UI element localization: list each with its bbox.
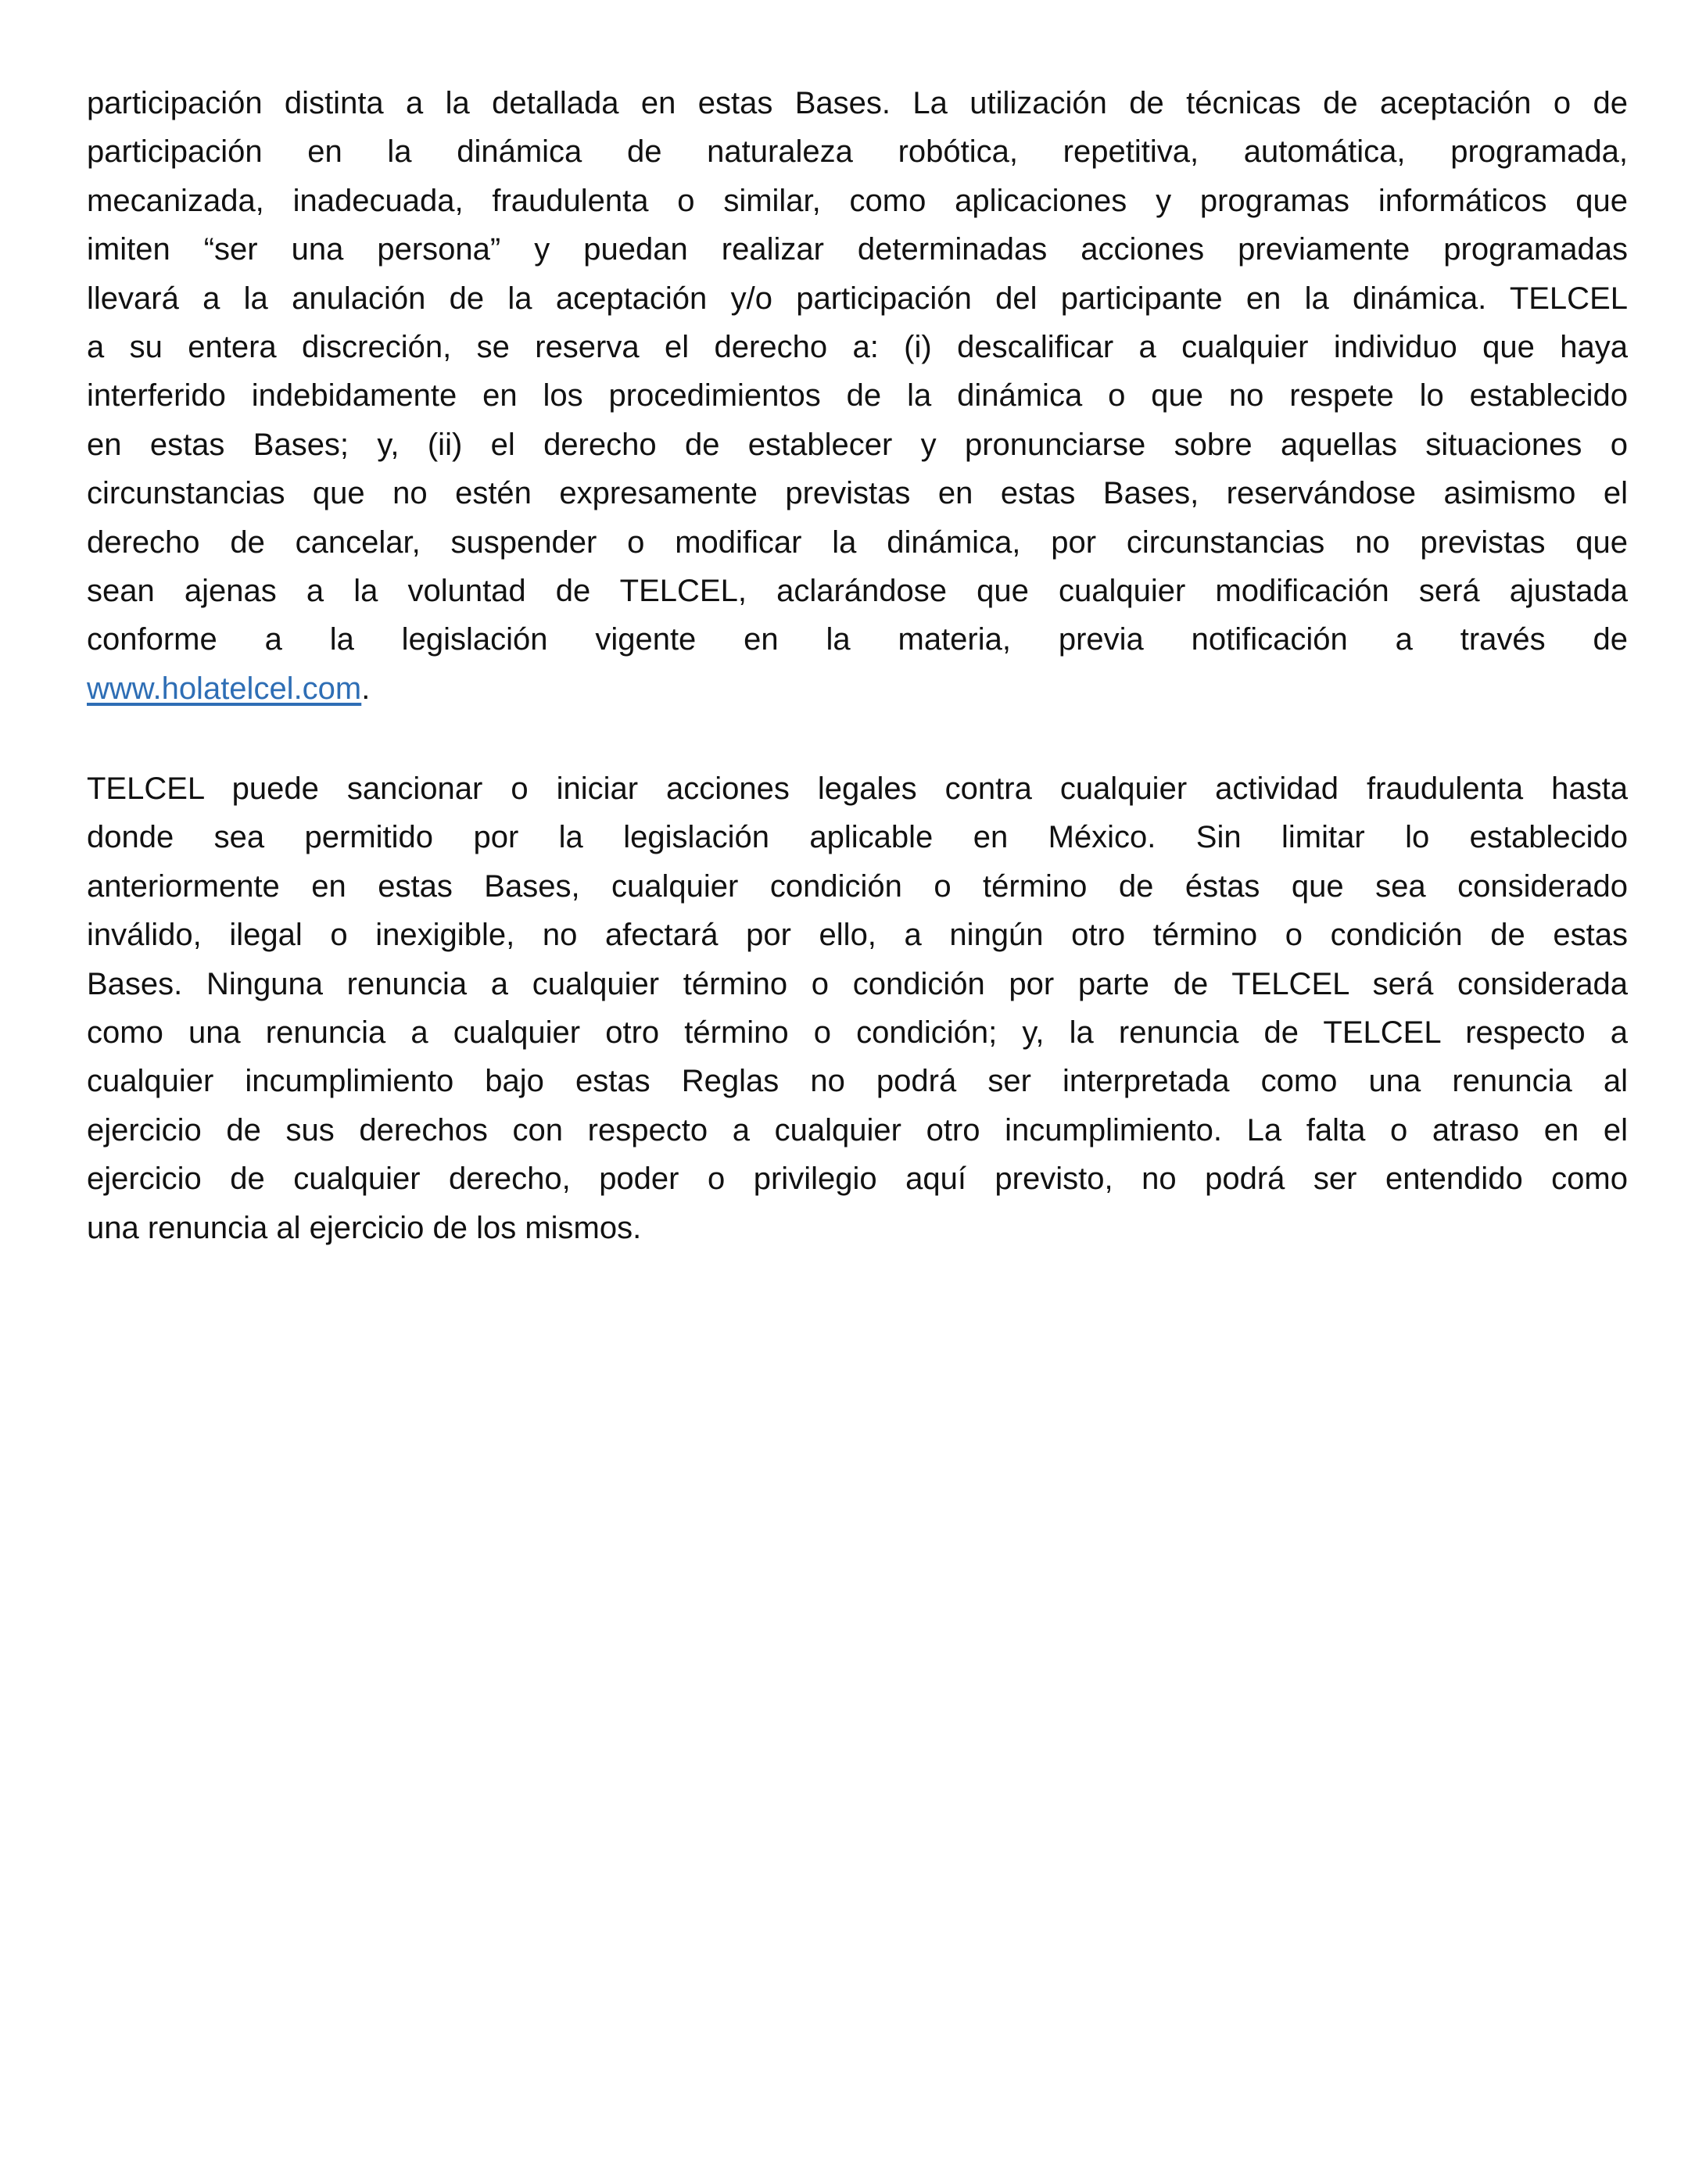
text-line-content: inválido, ilegal o inexigible, no afectará por ello, a ningún otro término o condición de estas	[87, 918, 1628, 953]
text-line	[87, 567, 1628, 615]
text-line	[87, 1008, 1628, 1057]
text-line	[87, 862, 1628, 911]
text-line-content: derecho de cancelar, suspender o modificar la dinámica, por circunstancias no previstas que	[87, 525, 1628, 560]
text-line-content: Bases. Ninguna renuncia a cualquier término o condición por parte de TELCEL será considerada	[87, 966, 1628, 1001]
text-line-content	[87, 664, 370, 713]
text-line-content: como una renuncia a cualquier otro término o condición; y, la renuncia de TELCEL respecto a	[87, 1015, 1628, 1050]
link-suffix: .	[361, 671, 371, 706]
text-line-content: una renuncia al ejercicio de los mismos.	[87, 1210, 642, 1245]
text-line	[87, 127, 1628, 176]
text-line-content: imiten “ser una persona” y puedan realizar determinadas acciones previamente programadas	[87, 232, 1628, 267]
paragraph-1	[87, 79, 1628, 713]
text-line-content: conforme a la legislación vigente en la materia, previa notificación a través de	[87, 622, 1628, 657]
text-line-content: llevará a la anulación de la aceptación y/o participación del participante en la dinámica. TELCEL	[87, 281, 1628, 316]
text-line-content: en estas Bases; y, (ii) el derecho de establecer y pronunciarse sobre aquellas situaciones o	[87, 427, 1628, 462]
text-line	[87, 911, 1628, 959]
text-line	[87, 79, 1628, 127]
text-line-content: ejercicio de sus derechos con respecto a cualquier otro incumplimiento. La falta o atraso en el	[87, 1112, 1628, 1147]
text-line-content: participación distinta a la detallada en estas Bases. La utilización de técnicas de aceptación o de	[87, 86, 1628, 120]
text-line-content: circunstancias que no estén expresamente previstas en estas Bases, reservándose asimismo el	[87, 476, 1628, 511]
text-line	[87, 764, 1628, 813]
text-line	[87, 274, 1628, 323]
text-line	[87, 960, 1628, 1008]
text-line-content: ejercicio de cualquier derecho, poder o privilegio aquí previsto, no podrá ser entendido como	[87, 1162, 1628, 1197]
text-line-content: mecanizada, inadecuada, fraudulenta o similar, como aplicaciones y programas informáticos que	[87, 183, 1628, 218]
text-line	[87, 371, 1628, 420]
text-line-content: anteriormente en estas Bases, cualquier condición o término de éstas que sea considerado	[87, 868, 1628, 904]
text-line	[87, 421, 1628, 469]
text-line	[87, 813, 1628, 861]
text-line	[87, 225, 1628, 274]
text-line-content: sean ajenas a la voluntad de TELCEL, aclarándose que cualquier modificación será ajustada	[87, 573, 1628, 608]
text-line-content: a su entera discreción, se reserva el derecho a: (i) descalificar a cualquier individuo que haya	[87, 329, 1628, 364]
text-line	[87, 323, 1628, 371]
text-line-content: interferido indebidamente en los procedimientos de la dinámica o que no respete lo establecido	[87, 378, 1628, 414]
text-line	[87, 1204, 1628, 1252]
holatelcel-link[interactable]: www.holatelcel.com	[87, 671, 362, 706]
text-line-content: cualquier incumplimiento bajo estas Reglas no podrá ser interpretada como una renuncia al	[87, 1064, 1628, 1099]
text-line	[87, 518, 1628, 567]
text-line-content: participación en la dinámica de naturaleza robótica, repetitiva, automática, programada,	[87, 134, 1628, 170]
text-line	[87, 469, 1628, 517]
text-line	[87, 1155, 1628, 1203]
text-line-content: donde sea permitido por la legislación aplicable en México. Sin limitar lo establecido	[87, 820, 1628, 855]
text-line	[87, 177, 1628, 225]
text-line	[87, 1057, 1628, 1105]
text-line	[87, 1106, 1628, 1155]
text-line	[87, 664, 1628, 713]
text-line-content: TELCEL puede sancionar o iniciar acciones legales contra cualquier actividad fraudulenta hasta	[87, 772, 1628, 806]
text-line	[87, 615, 1628, 664]
paragraph-2	[87, 764, 1628, 1252]
